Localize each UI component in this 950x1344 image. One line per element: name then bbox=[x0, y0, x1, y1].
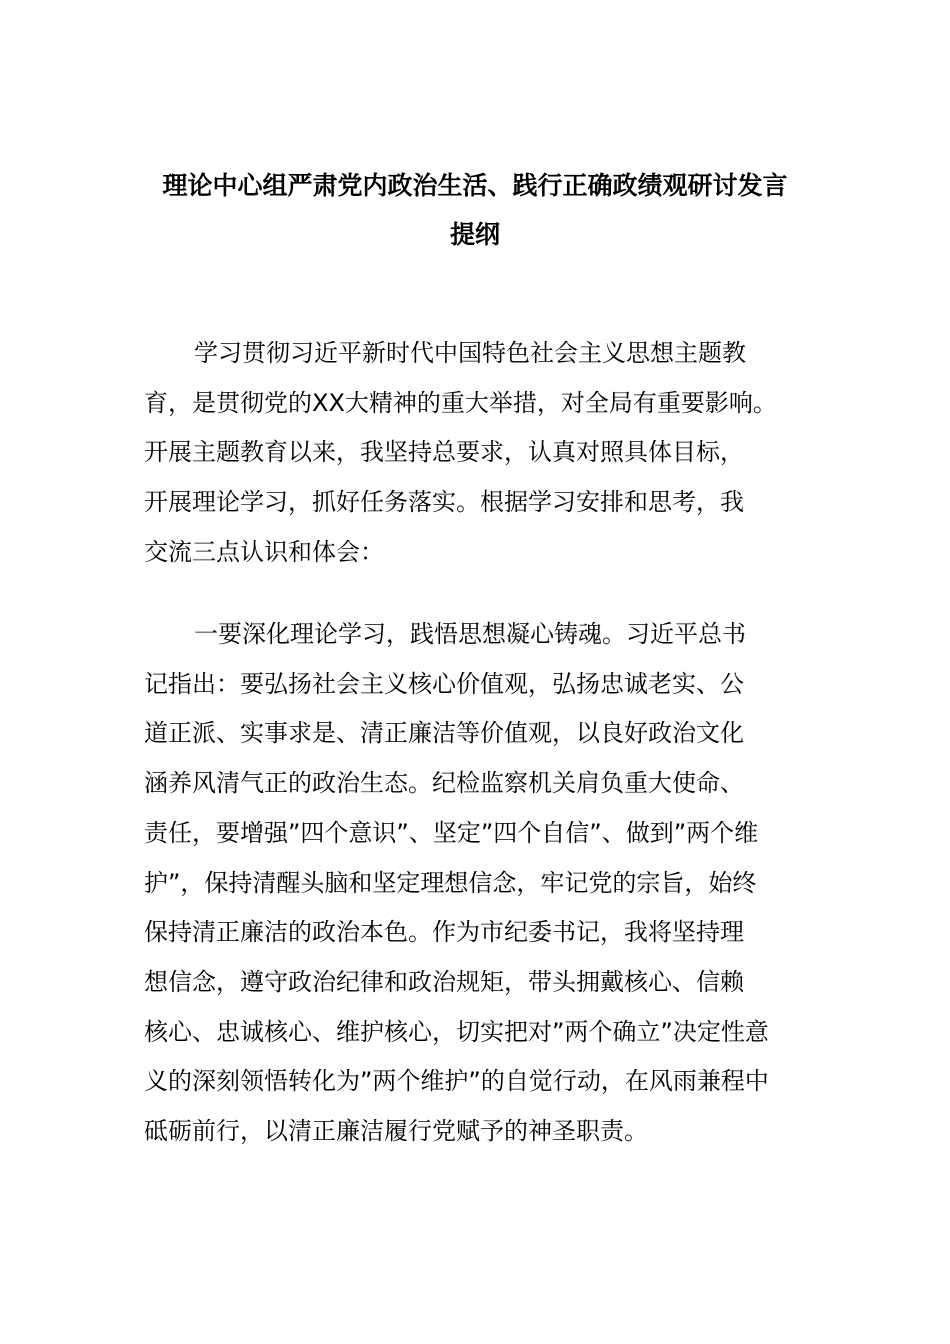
document-title-line-1: 理论中心组严肃党内政治生活、践行正确政绩观研讨发言 bbox=[162, 171, 788, 200]
paragraph-line: 交流三点认识和体会： bbox=[144, 537, 384, 566]
paragraph-line: 道正派、实事求是、清正廉洁等价值观，以良好政治文化 bbox=[144, 719, 744, 748]
paragraph-line: 开展主题教育以来，我坚持总要求，认真对照具体目标， bbox=[144, 438, 744, 467]
paragraph-line: 核心、忠诚核心、维护核心，切实把对”两个确立”决定性意 bbox=[144, 1017, 769, 1046]
paragraph-line: 保持清正廉洁的政治本色。作为市纪委书记，我将坚持理 bbox=[144, 918, 744, 947]
paragraph-line: 责任，要增强”四个意识”、坚定”四个自信”、做到”两个维 bbox=[144, 818, 759, 847]
paragraph-point-one bbox=[144, 610, 844, 1157]
paragraph-line: 育，是贯彻党的XX大精神的重大举措，对全局有重要影响。 bbox=[144, 388, 777, 417]
paragraph-line: 涵养风清气正的政治生态。纪检监察机关肩负重大使命、 bbox=[144, 769, 744, 798]
paragraph-line: 砥砺前行，以清正廉洁履行党赋予的神圣职责。 bbox=[144, 1117, 648, 1146]
document-title-line-2: 提纲 bbox=[449, 220, 500, 249]
paragraph-line: 一要深化理论学习，践悟思想凝心铸魂。习近平总书 bbox=[194, 620, 746, 648]
paragraph-line: 想信念，遵守政治纪律和政治规矩，带头拥戴核心、信赖 bbox=[144, 967, 744, 996]
paragraph-line: 记指出：要弘扬社会主义核心价值观，弘扬忠诚老实、公 bbox=[144, 669, 744, 698]
paragraph-line: 护”，保持清醒头脑和坚定理想信念，牢记党的宗旨，始终 bbox=[144, 868, 757, 897]
paragraph-line: 义的深刻领悟转化为”两个维护”的自觉行动，在风雨兼程中 bbox=[144, 1067, 769, 1096]
paragraph-intro bbox=[144, 329, 844, 578]
paragraph-line: 开展理论学习，抓好任务落实。根据学习安排和思考，我 bbox=[144, 488, 744, 517]
paragraph-line: 学习贯彻习近平新时代中国特色社会主义思想主题教 bbox=[194, 339, 746, 367]
